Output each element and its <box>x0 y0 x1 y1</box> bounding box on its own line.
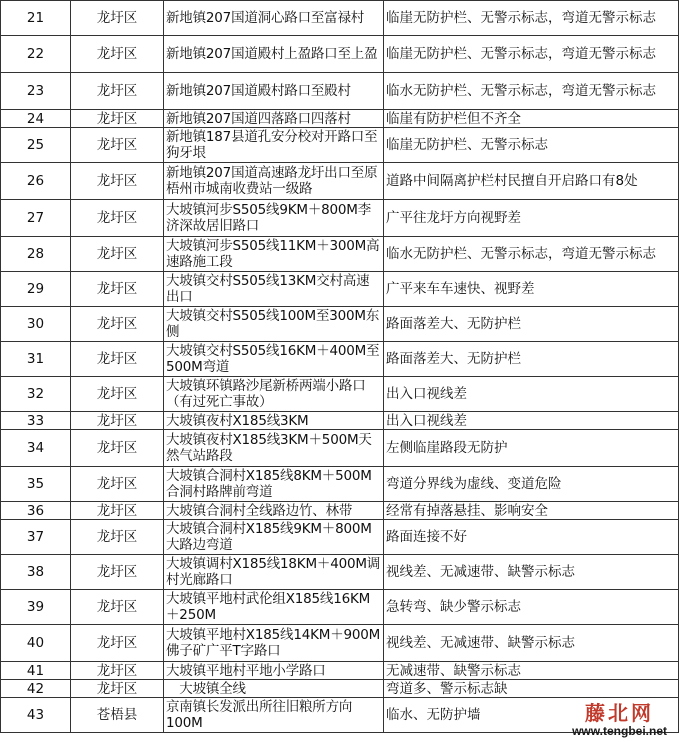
district-cell: 龙圩区 <box>71 377 164 412</box>
district-cell: 龙圩区 <box>71 625 164 662</box>
district-cell: 龙圩区 <box>71 590 164 625</box>
issue-cell: 视线差、无减速带、缺警示标志 <box>384 625 679 662</box>
district-cell: 苍梧县 <box>71 698 164 733</box>
issue-cell: 临崖无防护栏、无警示标志，弯道无警示标志 <box>384 1 679 36</box>
issue-cell: 临崖无防护栏、无警示标志，弯道无警示标志 <box>384 36 679 73</box>
district-cell: 龙圩区 <box>71 342 164 377</box>
issue-cell: 出入口视线差 <box>384 377 679 412</box>
row-number: 21 <box>1 1 71 36</box>
issue-cell: 临水无防护栏、无警示标志，弯道无警示标志 <box>384 237 679 272</box>
row-number: 29 <box>1 272 71 307</box>
row-number: 26 <box>1 163 71 200</box>
district-cell: 龙圩区 <box>71 110 164 128</box>
site-watermark <box>572 702 667 738</box>
row-number: 33 <box>1 412 71 430</box>
district-cell: 龙圩区 <box>71 662 164 680</box>
table-row <box>1 467 679 502</box>
location-cell: 大坡镇合洞村全线路边竹、林带 <box>164 502 384 520</box>
table-row <box>1 237 679 272</box>
issue-cell: 路面连接不好 <box>384 520 679 555</box>
location-cell: 大坡镇夜村X185线3KM＋500M天然气站路段 <box>164 430 384 467</box>
table-row <box>1 1 679 36</box>
district-cell: 龙圩区 <box>71 502 164 520</box>
table-row <box>1 307 679 342</box>
district-cell: 龙圩区 <box>71 307 164 342</box>
district-cell: 龙圩区 <box>71 163 164 200</box>
table-row <box>1 430 679 467</box>
row-number: 40 <box>1 625 71 662</box>
row-number: 30 <box>1 307 71 342</box>
row-number: 42 <box>1 680 71 698</box>
location-cell: 新地镇207国道高速路龙圩出口至原梧州市城南收费站一级路 <box>164 163 384 200</box>
district-cell: 龙圩区 <box>71 555 164 590</box>
location-cell: 大坡镇平地村X185线14KM＋900M佛子矿广平T字路口 <box>164 625 384 662</box>
issue-cell: 路面落差大、无防护栏 <box>384 307 679 342</box>
table-row <box>1 200 679 237</box>
issue-cell: 临水无防护栏、无警示标志，弯道无警示标志 <box>384 73 679 110</box>
issue-cell: 视线差、无减速带、缺警示标志 <box>384 555 679 590</box>
location-cell: 大坡镇调村X185线18KM＋400M调村光廊路口 <box>164 555 384 590</box>
location-cell: 大坡镇平地村武伦组X185线16KM＋250M <box>164 590 384 625</box>
district-cell: 龙圩区 <box>71 36 164 73</box>
district-cell: 龙圩区 <box>71 128 164 163</box>
row-number: 24 <box>1 110 71 128</box>
location-cell: 大坡镇交村S505线16KM＋400M至500M弯道 <box>164 342 384 377</box>
location-cell: 大坡镇夜村X185线3KM <box>164 412 384 430</box>
issue-cell: 道路中间隔离护栏村民擅自开启路口有8处 <box>384 163 679 200</box>
district-cell: 龙圩区 <box>71 272 164 307</box>
issue-cell: 临崖无防护栏、无警示标志 <box>384 128 679 163</box>
issue-cell: 左侧临崖路段无防护 <box>384 430 679 467</box>
watermark-url: www.tengbei.net <box>572 724 667 738</box>
table-row <box>1 342 679 377</box>
location-cell: 新地镇207国道殿村路口至殿村 <box>164 73 384 110</box>
issue-cell: 临崖有防护栏但不齐全 <box>384 110 679 128</box>
row-number: 25 <box>1 128 71 163</box>
table-row <box>1 520 679 555</box>
table-row <box>1 128 679 163</box>
location-cell: 新地镇187县道孔安分校对开路口至狗牙垠 <box>164 128 384 163</box>
table-row <box>1 590 679 625</box>
location-cell: 大坡镇合洞村X185线9KM＋800M大路边弯道 <box>164 520 384 555</box>
watermark-title: 藤北网 <box>585 701 655 725</box>
row-number: 35 <box>1 467 71 502</box>
issue-cell: 临水、无防护墙 <box>384 698 679 733</box>
row-number: 43 <box>1 698 71 733</box>
row-number: 36 <box>1 502 71 520</box>
table-row <box>1 163 679 200</box>
row-number: 27 <box>1 200 71 237</box>
table-row <box>1 272 679 307</box>
issue-cell: 弯道分界线为虚线、变道危险 <box>384 467 679 502</box>
location-cell: 大坡镇交村S505线13KM交村高速出口 <box>164 272 384 307</box>
row-number: 37 <box>1 520 71 555</box>
district-cell: 龙圩区 <box>71 1 164 36</box>
row-number: 32 <box>1 377 71 412</box>
district-cell: 龙圩区 <box>71 200 164 237</box>
row-number: 34 <box>1 430 71 467</box>
location-cell: 新地镇207国道四落路口四落村 <box>164 110 384 128</box>
table-row <box>1 662 679 680</box>
district-cell: 龙圩区 <box>71 430 164 467</box>
location-cell: 京南镇长发派出所往旧粮所方向100M <box>164 698 384 733</box>
issue-cell: 广平来车车速快、视野差 <box>384 272 679 307</box>
table-row <box>1 377 679 412</box>
issue-cell: 出入口视线差 <box>384 412 679 430</box>
location-cell: 新地镇207国道殿村上盈路口至上盈 <box>164 36 384 73</box>
district-cell: 龙圩区 <box>71 680 164 698</box>
district-cell: 龙圩区 <box>71 520 164 555</box>
location-cell: 大坡镇合洞村X185线8KM＋500M合洞村路牌前弯道 <box>164 467 384 502</box>
table-row <box>1 502 679 520</box>
district-cell: 龙圩区 <box>71 467 164 502</box>
row-number: 23 <box>1 73 71 110</box>
issue-cell: 急转弯、缺少警示标志 <box>384 590 679 625</box>
location-cell: 新地镇207国道洞心路口至富禄村 <box>164 1 384 36</box>
district-cell: 龙圩区 <box>71 237 164 272</box>
district-cell: 龙圩区 <box>71 412 164 430</box>
location-cell: 大坡镇河步S505线11KM＋300M高速路施工段 <box>164 237 384 272</box>
row-number: 22 <box>1 36 71 73</box>
row-number: 41 <box>1 662 71 680</box>
table-row <box>1 555 679 590</box>
location-cell: 大坡镇河步S505线9KM＋800M李济深故居旧路口 <box>164 200 384 237</box>
location-cell: 大坡镇全线 <box>164 680 384 698</box>
location-cell: 大坡镇交村S505线100M至300M东侧 <box>164 307 384 342</box>
issue-cell: 无减速带、缺警示标志 <box>384 662 679 680</box>
row-number: 28 <box>1 237 71 272</box>
hazard-table-body <box>1 1 679 733</box>
row-number: 31 <box>1 342 71 377</box>
issue-cell: 广平往龙圩方向视野差 <box>384 200 679 237</box>
table-row <box>1 110 679 128</box>
location-cell: 大坡镇平地村平地小学路口 <box>164 662 384 680</box>
table-row <box>1 73 679 110</box>
issue-cell: 路面落差大、无防护栏 <box>384 342 679 377</box>
table-row <box>1 412 679 430</box>
district-cell: 龙圩区 <box>71 73 164 110</box>
table-row <box>1 625 679 662</box>
row-number: 38 <box>1 555 71 590</box>
location-cell: 大坡镇环镇路沙尾新桥两端小路口（有过死亡事故） <box>164 377 384 412</box>
table-row <box>1 36 679 73</box>
issue-cell: 弯道多、警示标志缺 <box>384 680 679 698</box>
row-number: 39 <box>1 590 71 625</box>
table-row <box>1 680 679 698</box>
issue-cell: 经常有掉落悬挂、影响安全 <box>384 502 679 520</box>
